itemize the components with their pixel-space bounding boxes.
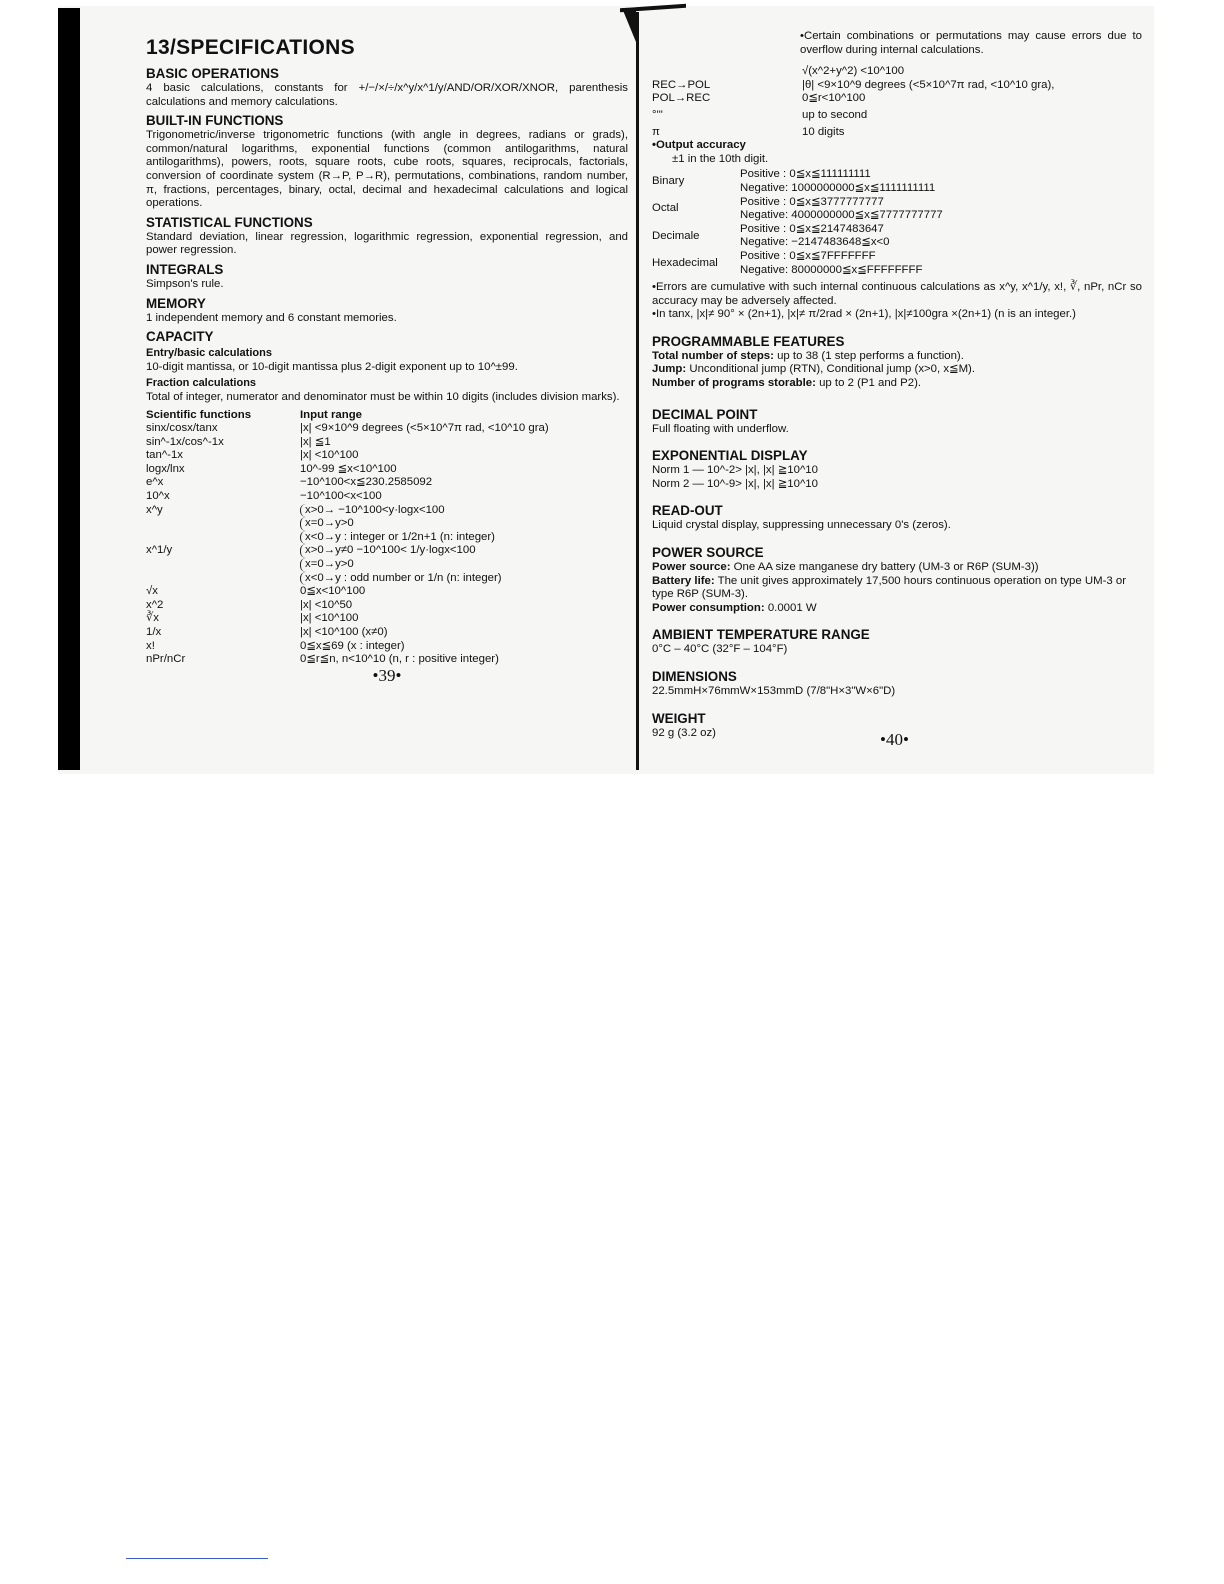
- function-name: sin^-1x/cos^-1x: [146, 435, 224, 448]
- function-range: −10^100<x<100: [300, 490, 382, 503]
- function-name: ∛x: [146, 612, 159, 625]
- base-positive: Positive : 0≦x≦2147483647: [740, 222, 884, 235]
- ambient-text: 0°C – 40°C (32°F – 104°F): [652, 643, 788, 656]
- memory-heading: MEMORY: [146, 295, 206, 311]
- base-name: Octal: [652, 202, 679, 215]
- base-positive: Positive : 0≦x≦3777777777: [740, 195, 884, 208]
- readout-heading: READ-OUT: [652, 503, 723, 519]
- base-negative: Negative: −2147483648≦x<0: [740, 236, 890, 249]
- overflow-note: •Certain combinations or permutations may cause errors due to overflow during internal calculations.: [800, 30, 1142, 56]
- range-column-header: Input range: [300, 408, 363, 421]
- function-name: [146, 558, 300, 572]
- function-range: −10^100<x≦230.2585092: [300, 476, 433, 489]
- function-range: 0≦x<10^100: [300, 585, 366, 598]
- decimal-point-text: Full floating with underflow.: [652, 422, 789, 435]
- function-row: [146, 436, 628, 450]
- function-row: [146, 640, 628, 654]
- base-row: [652, 223, 1142, 250]
- footer-rule: [126, 1558, 268, 1559]
- function-range: x>0→y≠0 −10^100< 1/y·logx<100: [300, 544, 628, 558]
- function-range: x=0→y>0: [300, 558, 628, 572]
- page-number-left: •39•: [372, 665, 402, 685]
- function-range: |x| ≦1: [300, 435, 331, 448]
- programmable-heading: PROGRAMMABLE FEATURES: [652, 333, 845, 349]
- statistical-functions-text: Standard deviation, linear regression, logarithmic regression, exponential regression, and power regression.: [146, 230, 628, 257]
- function-range: |x| <10^100: [300, 612, 359, 625]
- power-source-heading: POWER SOURCE: [652, 545, 764, 561]
- decimal-point-heading: DECIMAL POINT: [652, 406, 758, 422]
- battery-line: [652, 575, 1142, 602]
- coord-range: √(x^2+y^2) <10^100: [802, 65, 905, 78]
- coord-row: [652, 109, 1142, 123]
- function-row: [146, 653, 628, 667]
- function-range: |x| <9×10^9 degrees (<5×10^7π rad, <10^10 gra): [300, 422, 549, 435]
- coord-function: [652, 65, 802, 79]
- output-accuracy-text: ±1 in the 10th digit.: [672, 152, 769, 165]
- function-row: [146, 544, 628, 558]
- readout-text: Liquid crystal display, suppressing unnecessary 0's (zeros).: [652, 519, 951, 532]
- function-name: sinx/cosx/tanx: [146, 422, 218, 435]
- function-name: √x: [146, 585, 158, 598]
- function-range: 0≦x≦69 (x : integer): [300, 639, 405, 652]
- integrals-heading: INTEGRALS: [146, 261, 224, 277]
- function-row: [146, 558, 628, 572]
- function-row: [146, 490, 628, 504]
- page-number-right: •40•: [880, 730, 909, 749]
- dimensions-heading: DIMENSIONS: [652, 669, 737, 684]
- norm2-line: Norm 2 — 10^-9> |x|, |x| ≧10^10: [652, 477, 818, 490]
- entry-calculations-label: Entry/basic calculations: [146, 347, 272, 360]
- function-row: [146, 517, 628, 531]
- function-row: [146, 585, 628, 599]
- norm1-line: Norm 1 — 10^-2> |x|, |x| ≧10^10: [652, 464, 818, 477]
- base-negative: Negative: 1000000000≦x≦1111111111: [740, 181, 936, 194]
- errors-note: •Errors are cumulative with such internal continuous calculations as x^y, x^1/y, x!, ∛, nPr, nCr so accuracy may be adversely affected.: [652, 281, 1142, 307]
- programs-text: up to 2 (P1 and P2).: [815, 377, 922, 390]
- function-table-header: [146, 409, 628, 423]
- programs-line: [652, 377, 1142, 391]
- function-range: 0≦r≦n, n<10^10 (n, r : positive integer): [300, 653, 499, 666]
- entry-calculations-text: 10-digit mantissa, or 10-digit mantissa plus 2-digit exponent up to 10^±99.: [146, 360, 518, 373]
- tan-note: •In tanx, |x|≠ 90° × (2n+1), |x|≠ π/2rad × (2n+1), |x|≠100gra ×(2n+1) (n is an integer.): [652, 308, 1076, 321]
- jump-line: [652, 363, 1142, 377]
- base-ranges: [652, 168, 1142, 277]
- function-row: [146, 612, 628, 626]
- fraction-calculations-label: Fraction calculations: [146, 377, 257, 390]
- built-in-functions-text: Trigonometric/inverse trigonometric functions (with angle in degrees, radians or grads), common/natural logarithms, exponential functions (common antilogarithms, natural antilogarithms), powers, roots, square roots, cube roots, squares, reciprocals, factorials, conversion of coordinate system (R→P, P→R), permutations, combinations, random number, π, fractions, percentages, binary, octal, decimal and hexadecimal calculations and logical operations.: [146, 129, 628, 210]
- function-row: [146, 572, 628, 586]
- function-range: x<0→y : odd number or 1/n (n: integer): [300, 572, 628, 586]
- battery-label: Battery life:: [652, 574, 715, 587]
- coord-function: REC→POL: [652, 78, 711, 91]
- coord-row: [652, 92, 1142, 106]
- function-row: [146, 531, 628, 545]
- base-positive: Positive : 0≦x≦111111111: [740, 168, 871, 181]
- battery-text: The unit gives approximately 17,500 hours continuous operation on type UM-3 or type R6P (SUM-3).: [652, 574, 1127, 601]
- function-row: [146, 504, 628, 518]
- coord-row: [652, 126, 1142, 140]
- weight-text: 92 g (3.2 oz): [652, 726, 716, 739]
- dimensions-text: 22.5mmH×76mmW×153mmD (7/8"H×3"W×6"D): [652, 685, 896, 697]
- consumption-line: [652, 602, 1142, 616]
- function-name: logx/lnx: [146, 462, 185, 475]
- page-title: 13/SPECIFICATIONS: [146, 36, 355, 59]
- coord-function: °'": [652, 108, 663, 121]
- coord-range: |θ| <9×10^9 degrees (<5×10^7π rad, <10^10 gra),: [802, 78, 1055, 91]
- function-name: x^2: [146, 598, 164, 611]
- function-range: x=0→y>0: [300, 517, 628, 531]
- function-row: [146, 626, 628, 640]
- coord-range: up to second: [802, 108, 868, 121]
- base-row: [652, 196, 1142, 223]
- function-row: [146, 463, 628, 477]
- steps-label: Total number of steps:: [652, 349, 774, 362]
- weight-heading: WEIGHT: [652, 710, 706, 726]
- function-name: x^1/y: [146, 544, 173, 557]
- coord-function: π: [652, 125, 660, 138]
- function-row: [146, 476, 628, 490]
- coord-function: POL→REC: [652, 92, 711, 105]
- base-negative: Negative: 80000000≦x≦FFFFFFFF: [740, 263, 923, 276]
- ambient-heading: AMBIENT TEMPERATURE RANGE: [652, 627, 870, 643]
- memory-text: 1 independent memory and 6 constant memories.: [146, 311, 397, 324]
- left-page: [146, 36, 628, 685]
- steps-text: up to 38 (1 step performs a function).: [773, 349, 964, 362]
- built-in-functions-heading: BUILT-IN FUNCTIONS: [146, 113, 284, 129]
- right-page: [652, 30, 1142, 740]
- function-name: x!: [146, 639, 155, 652]
- function-name: tan^-1x: [146, 449, 184, 462]
- capacity-heading: CAPACITY: [146, 329, 214, 345]
- fraction-calculations-text: Total of integer, numerator and denominator must be within 10 digits (includes division marks).: [146, 390, 620, 403]
- function-name: [146, 531, 300, 545]
- function-name: nPr/nCr: [146, 653, 186, 666]
- function-row: [146, 599, 628, 613]
- function-range: 10^-99 ≦x<10^100: [300, 462, 397, 475]
- statistical-functions-heading: STATISTICAL FUNCTIONS: [146, 214, 313, 230]
- function-column-header: Scientific functions: [146, 408, 252, 421]
- coord-range: 10 digits: [802, 125, 845, 138]
- jump-label: Jump:: [652, 363, 687, 376]
- source-text: One AA size manganese dry battery (UM-3 or R6P (SUM-3)): [730, 561, 1039, 574]
- function-range: |x| <10^100 (x≠0): [300, 626, 388, 638]
- coord-row: [652, 65, 1142, 79]
- consumption-label: Power consumption:: [652, 601, 765, 614]
- base-negative: Negative: 4000000000≦x≦7777777777: [740, 209, 943, 222]
- function-name: [146, 572, 300, 586]
- base-row: [652, 168, 1142, 195]
- basic-operations-heading: BASIC OPERATIONS: [146, 66, 279, 81]
- function-name: [146, 517, 300, 531]
- base-name: Binary: [652, 175, 685, 188]
- exponential-display-heading: EXPONENTIAL DISPLAY: [652, 448, 808, 464]
- consumption-text: 0.0001 W: [764, 601, 817, 614]
- programs-label: Number of programs storable:: [652, 377, 816, 390]
- base-name: Hexadecimal: [652, 256, 718, 269]
- function-range: |x| <10^50: [300, 598, 353, 611]
- function-name: x^y: [146, 503, 163, 516]
- base-name: Decimale: [652, 229, 700, 242]
- page-gutter: [636, 12, 639, 770]
- function-name: 1/x: [146, 626, 162, 638]
- source-line: [652, 561, 1142, 575]
- integrals-text: Simpson's rule.: [146, 277, 224, 290]
- function-range: |x| <10^100: [300, 449, 359, 462]
- coord-range: 0≦r<10^100: [802, 92, 866, 105]
- function-range: x>0→ −10^100<y·logx<100: [300, 504, 628, 518]
- source-label: Power source:: [652, 561, 731, 574]
- function-range: x<0→y : integer or 1/2n+1 (n: integer): [300, 531, 628, 545]
- jump-text: Unconditional jump (RTN), Conditional jump (x>0, x≦M).: [686, 363, 976, 376]
- output-accuracy-label: •Output accuracy: [652, 139, 746, 152]
- base-row: [652, 250, 1142, 277]
- scan-edge-bar: [58, 8, 80, 770]
- base-positive: Positive : 0≦x≦7FFFFFFF: [740, 249, 876, 262]
- basic-operations-text: 4 basic calculations, constants for +/−/×/÷/x^y/x^1/y/AND/OR/XOR/XNOR, parenthesis calculations and memory calculations.: [146, 82, 628, 108]
- function-name: e^x: [146, 476, 164, 489]
- function-name: 10^x: [146, 490, 170, 503]
- steps-line: [652, 350, 1142, 364]
- coord-row: [652, 79, 1142, 93]
- function-row: [146, 449, 628, 463]
- function-row: [146, 422, 628, 436]
